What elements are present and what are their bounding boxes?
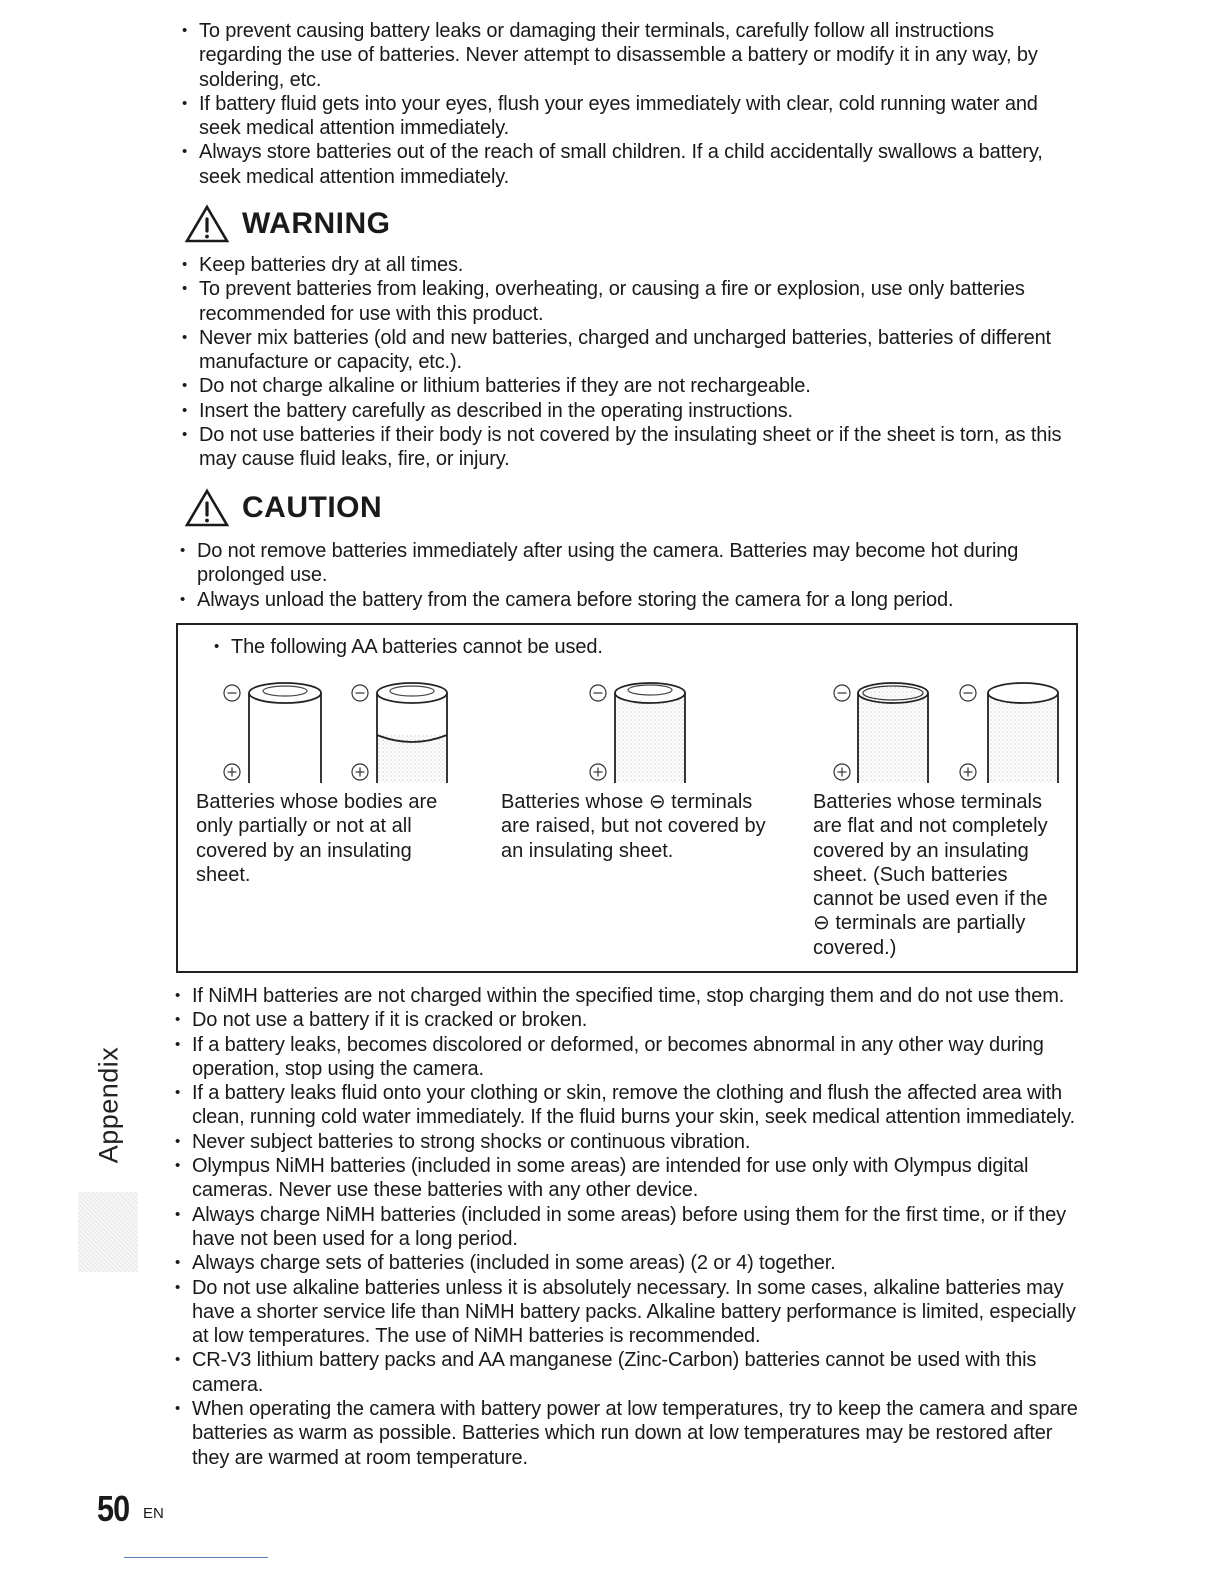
- battery-illustration-partial-cover: [206, 675, 456, 790]
- page-number: 50: [97, 1488, 130, 1529]
- warning-heading: [184, 204, 391, 244]
- box-intro: [214, 635, 914, 659]
- caption-raised-terminal: Batteries whose ⊖ terminals are raised, but not covered by an insulating sheet.: [501, 791, 766, 862]
- list-item: • When operating the camera with battery power at low temperatures, try to keep the camera and spare batteries as warm as possible. Batteries which run down at low temperatures may be restored after they are warmed at room temperature.: [175, 1397, 1080, 1470]
- warning-list: [182, 253, 1082, 472]
- warning-triangle-icon: [184, 204, 230, 244]
- battery-illustration-flat-terminal: [818, 675, 1068, 790]
- caption-partial-cover: Batteries whose bodies are only partially or not at all covered by an insulating sheet.: [196, 791, 438, 886]
- battery-illustration-raised-terminal: [578, 675, 708, 790]
- caution-heading: [184, 488, 382, 528]
- warning-triangle-icon: [184, 488, 230, 528]
- list-item: • If a battery leaks fluid onto your clothing or skin, remove the clothing and flush the affected area with clean, running cold water immediately. If the fluid burns your skin, seek medical attention immediately.: [175, 1081, 1080, 1130]
- footer-rule: [124, 1557, 268, 1558]
- list-item: • Always charge NiMH batteries (included in some areas) before using them for the first time, or if they have not been used for a long period.: [175, 1203, 1080, 1252]
- list-item: • Do not use a battery if it is cracked or broken.: [175, 1008, 1080, 1032]
- list-item: • To prevent causing battery leaks or damaging their terminals, carefully follow all instructions regarding the use of batteries. Never attempt to disassemble a battery or modify it in any way, by soldering, etc.: [182, 19, 1082, 92]
- list-item: • Do not charge alkaline or lithium batteries if they are not rechargeable.: [182, 374, 1082, 398]
- list-item: • CR-V3 lithium battery packs and AA manganese (Zinc-Carbon) batteries cannot be used with this camera.: [175, 1348, 1080, 1397]
- list-item: • Insert the battery carefully as described in the operating instructions.: [182, 399, 1082, 423]
- list-item: • Do not remove batteries immediately after using the camera. Batteries may become hot during prolonged use.: [180, 539, 1080, 588]
- list-item: • Never subject batteries to strong shocks or continuous vibration.: [175, 1130, 1080, 1154]
- caution-list: [180, 539, 1080, 612]
- caution-title: CAUTION: [242, 491, 383, 524]
- list-item: • Always store batteries out of the reach of small children. If a child accidentally swallows a battery, seek medical attention immediately.: [182, 140, 1082, 189]
- side-tab-marker: [78, 1192, 138, 1272]
- page-language: EN: [143, 1505, 164, 1522]
- list-item: • To prevent batteries from leaking, overheating, or causing a fire or explosion, use only batteries recommended for use with this product.: [182, 277, 1082, 326]
- battery-precautions-list: [182, 19, 1082, 189]
- list-item: • Do not use alkaline batteries unless it is absolutely necessary. In some cases, alkaline batteries may have a shorter service life than NiMH battery packs. Alkaline battery performance is limited, especially at low temperatures. The use of NiMH batteries is recommended.: [175, 1276, 1080, 1349]
- box-intro-text: • The following AA batteries cannot be used.: [214, 635, 914, 659]
- list-item: • If a battery leaks, becomes discolored or deformed, or becomes abnormal in any other way during operation, stop using the camera.: [175, 1033, 1080, 1082]
- list-item: • Always unload the battery from the camera before storing the camera for a long period.: [180, 588, 1080, 612]
- side-tab-label: Appendix: [93, 1046, 124, 1164]
- list-item: • Keep batteries dry at all times.: [182, 253, 1082, 277]
- list-item: • If NiMH batteries are not charged within the specified time, stop charging them and do not use them.: [175, 984, 1080, 1008]
- section-side-tab: [84, 1040, 134, 1170]
- caption-flat-terminal: Batteries whose terminals are flat and not completely covered by an insulating sheet. (Such batteries cannot be used even if the ⊖ terminals are partially covered.): [813, 791, 1048, 959]
- warning-title: WARNING: [242, 207, 391, 240]
- battery-handling-list: [175, 984, 1080, 1470]
- list-item: • Do not use batteries if their body is not covered by the insulating sheet or if the sheet is torn, as this may cause fluid leaks, fire, or injury.: [182, 423, 1082, 472]
- list-item: • If battery fluid gets into your eyes, flush your eyes immediately with clear, cold running water and seek medical attention immediately.: [182, 92, 1082, 141]
- list-item: • Olympus NiMH batteries (included in some areas) are intended for use only with Olympus digital cameras. Never use these batteries with any other device.: [175, 1154, 1080, 1203]
- unusable-batteries-box: [176, 623, 1078, 973]
- list-item: • Always charge sets of batteries (included in some areas) (2 or 4) together.: [175, 1251, 1080, 1275]
- list-item: • Never mix batteries (old and new batteries, charged and uncharged batteries, batteries of different manufacture or capacity, etc.).: [182, 326, 1082, 375]
